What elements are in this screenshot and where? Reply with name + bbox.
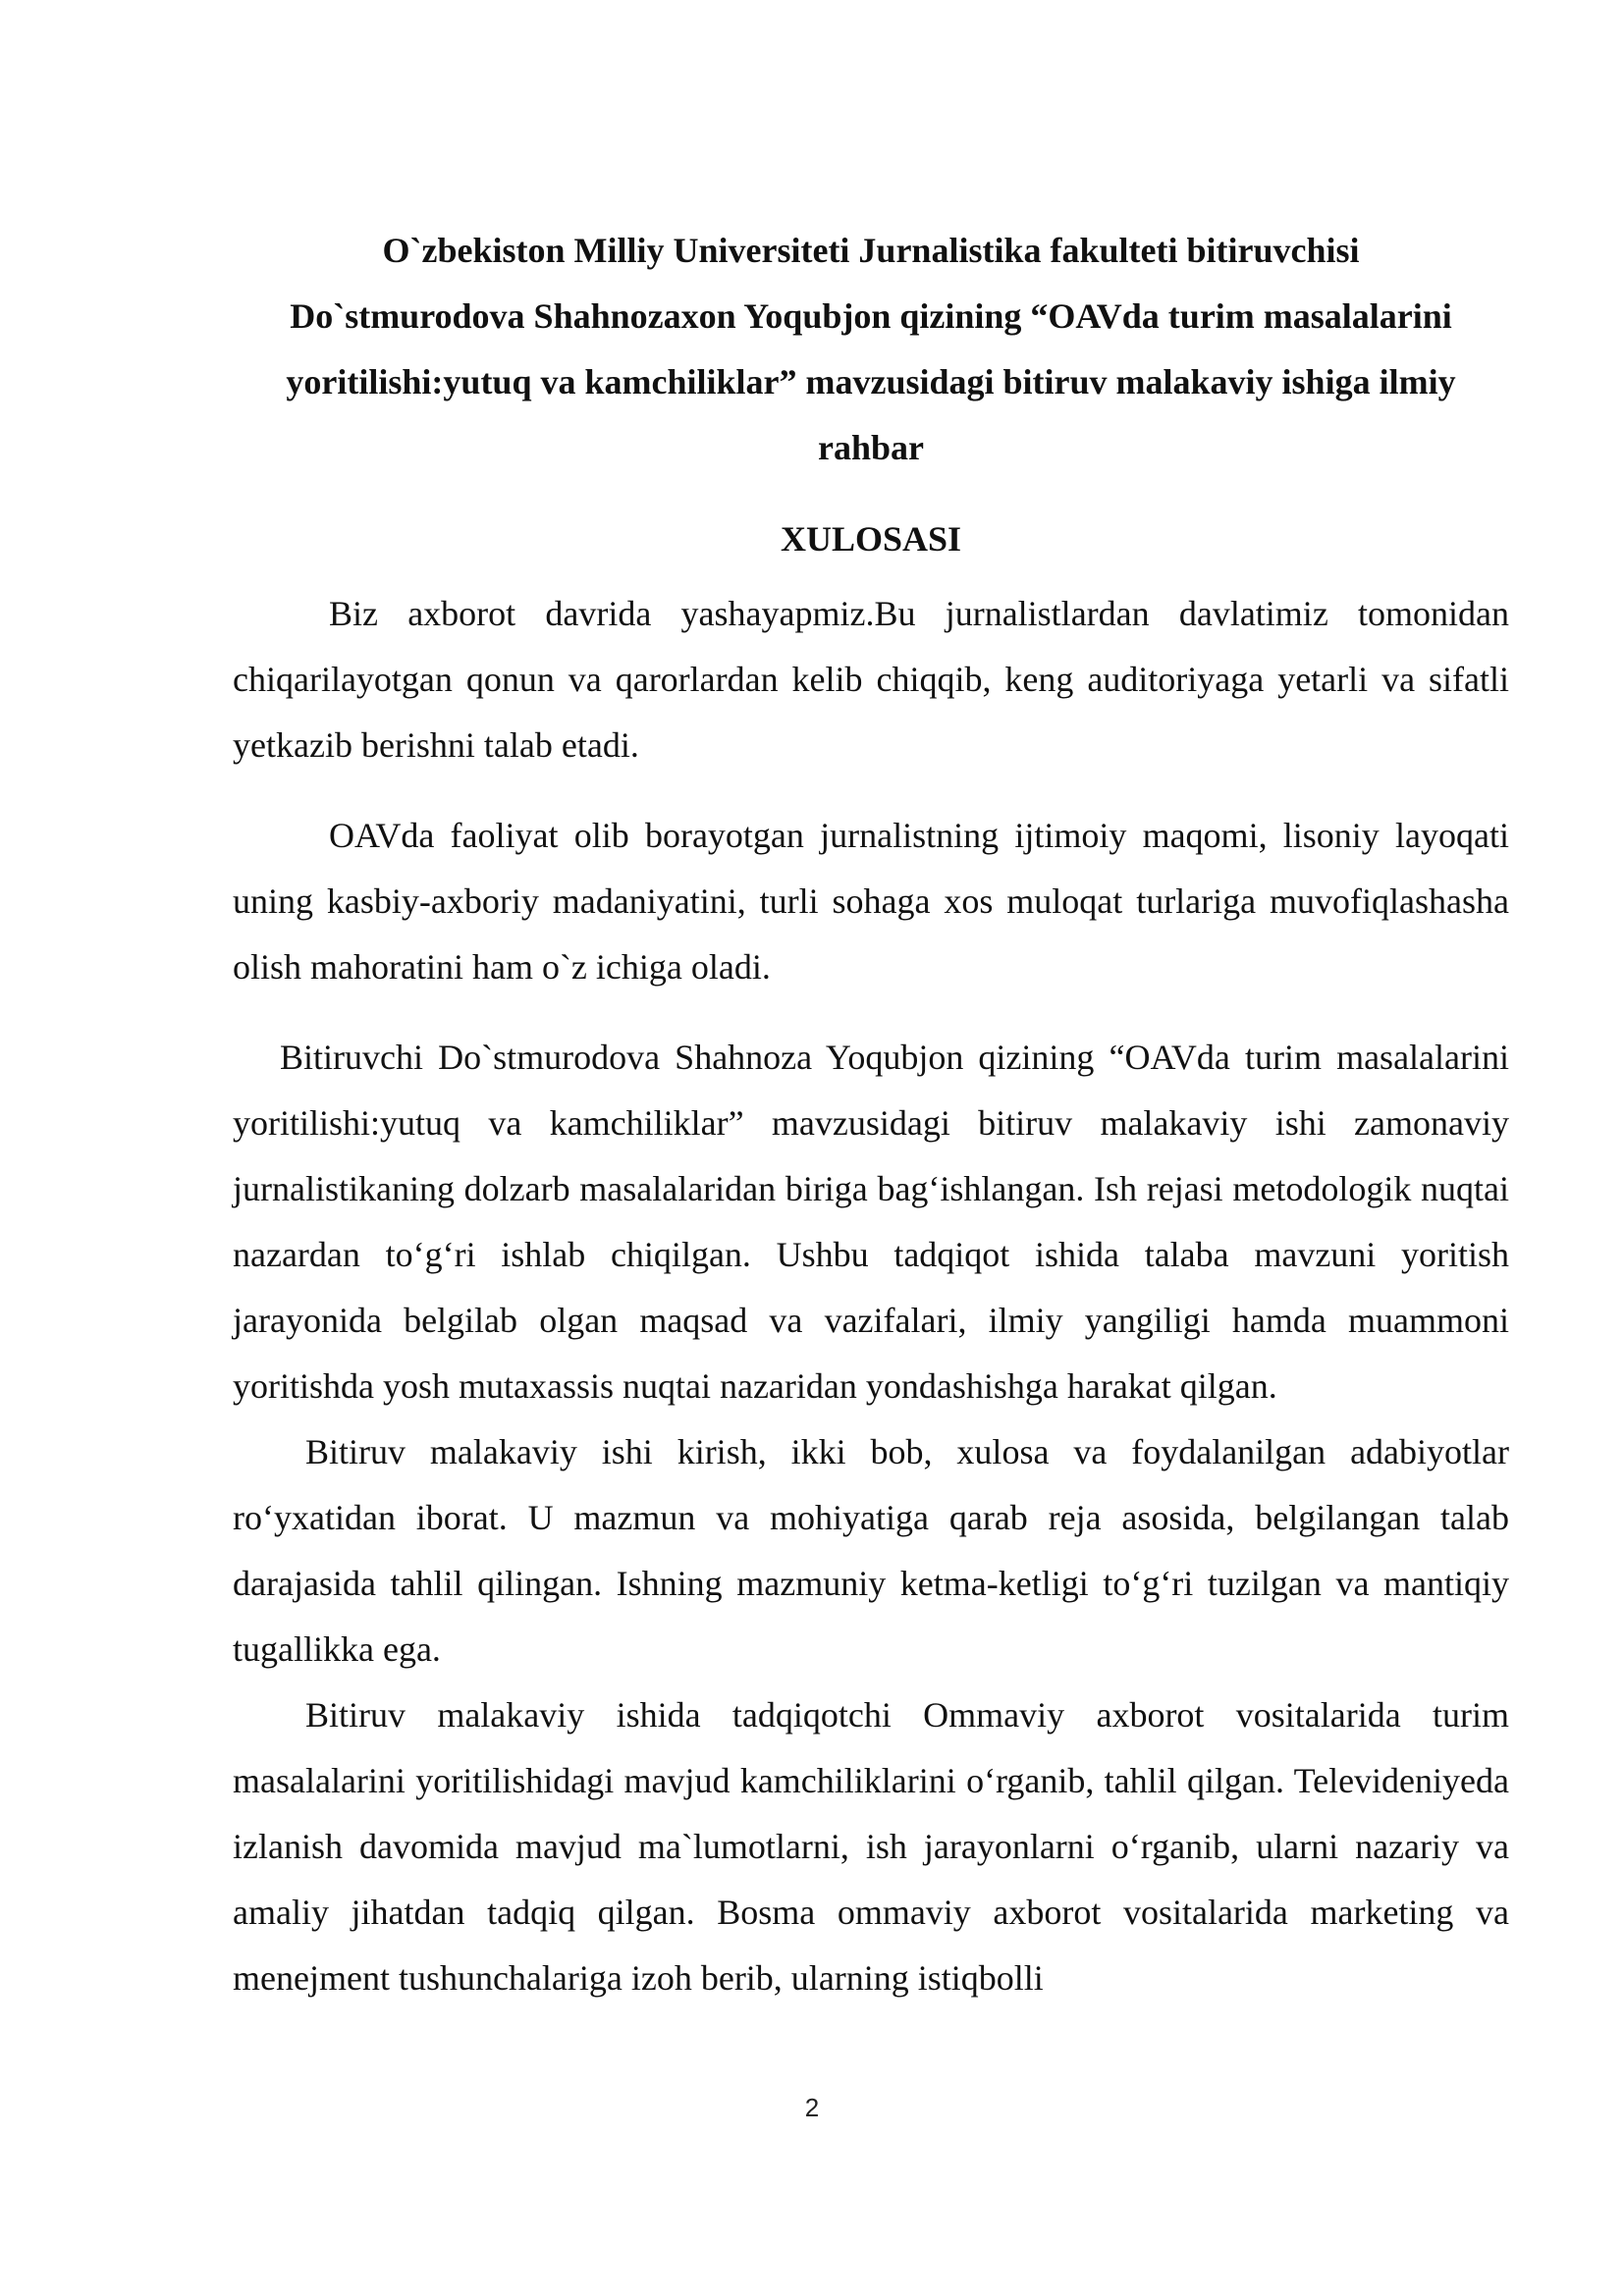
body-paragraph: Bitiruvchi Do`stmurodova Shahnoza Yoqubjon qizining “OAVda turim masalalarini yoritilishi:yutuq va kamchiliklar” mavzusidagi bitiruv malakaviy ishi zamonaviy jurnalistikaning dolzarb masalalaridan biriga bag‘ishlangan. Ish rejasi metodologik nuqtai nazardan to‘g‘ri ishlab chiqilgan. Ushbu tadqiqot ishida talaba mavzuni yoritish jarayonida belgilab olgan maqsad va vazifalari, ilmiy yangiligi hamda muammoni yoritishda yosh mutaxassis nuqtai nazaridan yondashishga harakat qilgan. <box>233 1038 1509 1406</box>
section-heading: XULOSASI <box>780 519 962 559</box>
body-paragraph: Bitiruv malakaviy ishida tadqiqotchi Ommaviy axborot vositalarida turim masalalarini yoritilishidagi mavjud kamchiliklarini o‘rganib, tahlil qilgan. Televideniyeda izlanish davomida mavjud ma`lumotlarni, ish jarayonlarni o‘rganib, ularni nazariy va amaliy jihatdan tadqiq qilgan. Bosma ommaviy axborot vositalarida marketing va menejment tushunchalariga izoh berib, ularning istiqbolli <box>233 1695 1509 1998</box>
page-content <box>233 218 1509 2011</box>
title-line: yoritilishi:yutuq va kamchiliklar” mavzusidagi bitiruv malakaviy ishiga ilmiy <box>286 362 1456 401</box>
body-paragraph: Biz axborot davrida yashayapmiz.Bu jurnalistlardan davlatimiz tomonidan chiqarilayotgan qonun va qarorlardan kelib chiqqib, keng auditoriyaga yetarli va sifatli yetkazib berishni talab etadi. <box>233 594 1509 765</box>
body-paragraph: OAVda faoliyat olib borayotgan jurnalistning ijtimoiy maqomi, lisoniy layoqati uning kasbiy-axboriy madaniyatini, turli sohaga xos muloqat turlariga muvofiqlashasha olish mahoratini ham o`z ichiga oladi. <box>233 816 1509 987</box>
title-line: rahbar <box>818 428 924 467</box>
body-paragraph: Bitiruv malakaviy ishi kirish, ikki bob, xulosa va foydalanilgan adabiyotlar ro‘yxatidan iborat. U mazmun va mohiyatiga qarab reja asosida, belgilangan talab darajasida tahlil qilingan. Ishning mazmuniy ketma-ketligi to‘g‘ri tuzilgan va mantiqiy tugallikka ega. <box>233 1432 1509 1669</box>
page-number: 2 <box>804 2093 820 2122</box>
document-title <box>233 218 1509 481</box>
title-line: O`zbekiston Milliy Universiteti Jurnalistika fakulteti bitiruvchisi <box>382 231 1360 270</box>
title-line: Do`stmurodova Shahnozaxon Yoqubjon qizining “OAVda turim masalalarini <box>290 296 1452 336</box>
